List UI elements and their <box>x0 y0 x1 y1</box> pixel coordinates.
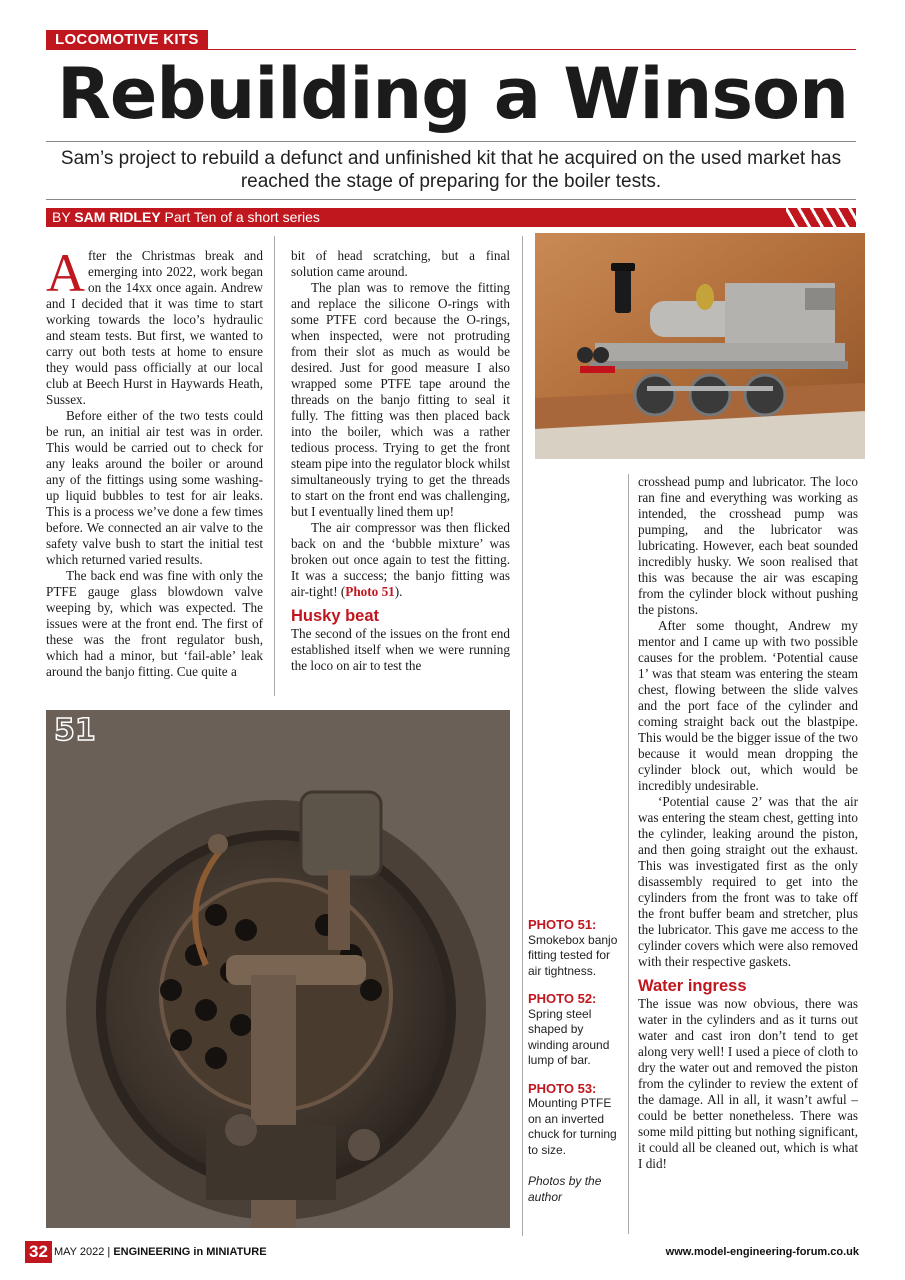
photo-reference: Photo 51 <box>345 584 395 599</box>
page-number: 32 <box>25 1241 52 1263</box>
paragraph-text: fter the Christmas break and emerging into 2022, work began on the 14xx once again. Andrew and I decided that it was time to start working towards the loco’s hydraulic and steam tests. But first, we wanted to carry out both tests at home to ensure they would pass officially at our local club at Beech Hurst in Haywards Heath, Sussex. <box>46 248 263 407</box>
paragraph-text: ). <box>394 584 403 599</box>
paragraph: The back end was fine with only the PTFE gauge glass blowdown valve weeping by, which was expected. The issues were at the front end. The first of these was the front regulator bush, which had a minor, but ‘fail-able’ leak around the banjo fitting. Cue quite a <box>46 568 263 679</box>
photo-51 <box>46 710 510 1228</box>
paragraph: crosshead pump and lubricator. The loco ran fine and everything was working as intended, the crosshead pump was pumping, and the lubricator was lubricating. However, each beat sounded incredibly husky. We soon realised that this was because the air was escaping from the cylinder block without pushing the pistons. <box>638 474 858 617</box>
footer-issue <box>54 1244 267 1260</box>
caption-title: PHOTO 51: <box>528 917 597 932</box>
chimney-icon <box>615 267 631 313</box>
paragraph <box>46 243 263 408</box>
article-column-1 <box>46 243 263 680</box>
dropcap: A <box>46 243 85 303</box>
byline-bar <box>46 208 856 227</box>
caption-title: PHOTO 52: <box>528 991 597 1006</box>
paragraph: The issue was now obvious, there was water in the cylinders and as it turns out water and cast iron don’t tend to get along very well! I used a piece of cloth to dry the water out and removed the piston from the cylinder to review the extent of the damage. All in all, it wasn’t awful – could be better nonetheless. There was some mild pitting but nothing significant, it could all be cleaned out, which is what I did! <box>638 996 858 1171</box>
footer-separator: | <box>104 1246 114 1258</box>
article-column-2 <box>291 248 510 674</box>
byline-prefix: BY <box>52 209 75 225</box>
standfirst: Sam’s project to rebuild a defunct and unfinished kit that he acquired on the used market has reached the stage of preparing for the boiler tests. <box>46 141 856 200</box>
caption-text: Mounting PTFE on an inverted chuck for turning to size. <box>528 1096 617 1157</box>
paragraph: The plan was to remove the fitting and replace the silicone O-rings with some PTFE cord because the O-rings, when inspected, were not protruding from their slot as much as would be desired. Just for good measure I also wrapped some PTFE tape around the threads on the banjo fitting to seal it fully. The fitting was then placed back into the boiler, which was a rather tedious process. Trying to get the front steam pipe into the regulator block whilst simultaneously trying to get the threads to start on the front end was challenging, but I eventually lined them up! <box>291 280 511 519</box>
paragraph: The second of the issues on the front end established itself when we were running the loco on air to test the <box>291 626 510 673</box>
caption-title: PHOTO 53: <box>528 1080 597 1096</box>
paragraph: bit of head scratching, but a final solution came around. <box>291 248 510 279</box>
article-column-3 <box>638 474 858 1172</box>
photo-captions <box>528 917 623 1205</box>
byline-stripes <box>786 208 856 227</box>
paragraph-text: The air compressor was then flicked back on and the ‘bubble mixture’ was broken out once again to test the fitting. It was a success; the banjo fitting was air-tight! ( <box>291 520 510 599</box>
magazine-name: ENGINEERING in MINIATURE <box>113 1246 267 1258</box>
caption-text: Spring steel shaped by winding around lump of bar. <box>528 1006 610 1067</box>
photo-credit: Photos by the author <box>528 1174 602 1204</box>
paragraph <box>291 520 510 600</box>
paragraph: Before either of the two tests could be run, an initial air test was in order. This would be carried out to check for any leaks around the boiler or around any of the fittings using some washing-up liquid bubbles to test for air leaks. This is a process we’ve done a few times before. We connected an air valve to the safety valve bush to start the initial test which returned varied results. <box>46 408 263 567</box>
subhead-husky-beat: Husky beat <box>291 607 380 625</box>
byline <box>52 208 320 227</box>
column-divider <box>628 474 629 1234</box>
photo-number-label: 51 <box>54 713 96 748</box>
loco-photo <box>535 233 865 459</box>
section-tag: LOCOMOTIVE KITS <box>46 30 208 50</box>
issue-date: MAY 2022 <box>54 1246 105 1258</box>
byline-series: Part Ten of a short series <box>160 209 320 225</box>
column-divider <box>274 236 275 696</box>
paragraph: ‘Potential cause 2’ was that the air was entering the steam chest, getting into the cylinder, leaking around the piston, and then going straight out the exhaust. This was investigated first as the only disassembly required to get into the cylinders from the front was to take off the front buffer beam and stretcher, plus the lubricator. This gave me access to the cylinder covers which were also removed with their respective gaskets. <box>638 794 858 969</box>
subhead-water-ingress: Water ingress <box>638 977 747 995</box>
section-rule <box>46 49 856 50</box>
byline-author: SAM RIDLEY <box>74 209 161 225</box>
footer-url[interactable]: www.model-engineering-forum.co.uk <box>665 1246 859 1258</box>
column-divider <box>522 236 523 1236</box>
caption-text: Smokebox banjo fitting tested for air tightness. <box>528 932 618 978</box>
headline: Rebuilding a Winson <box>57 53 848 135</box>
paragraph: After some thought, Andrew my mentor and I came up with two possible causes for the problem. ‘Potential cause 1’ was that steam was entering the steam chest, flowing between the slide valves and the port face of the cylinder and coming straight back out the blastpipe. This would be the bigger issue of the two because it would mean dropping the cylinder block out, which would be incredibly undesirable. <box>638 618 858 793</box>
